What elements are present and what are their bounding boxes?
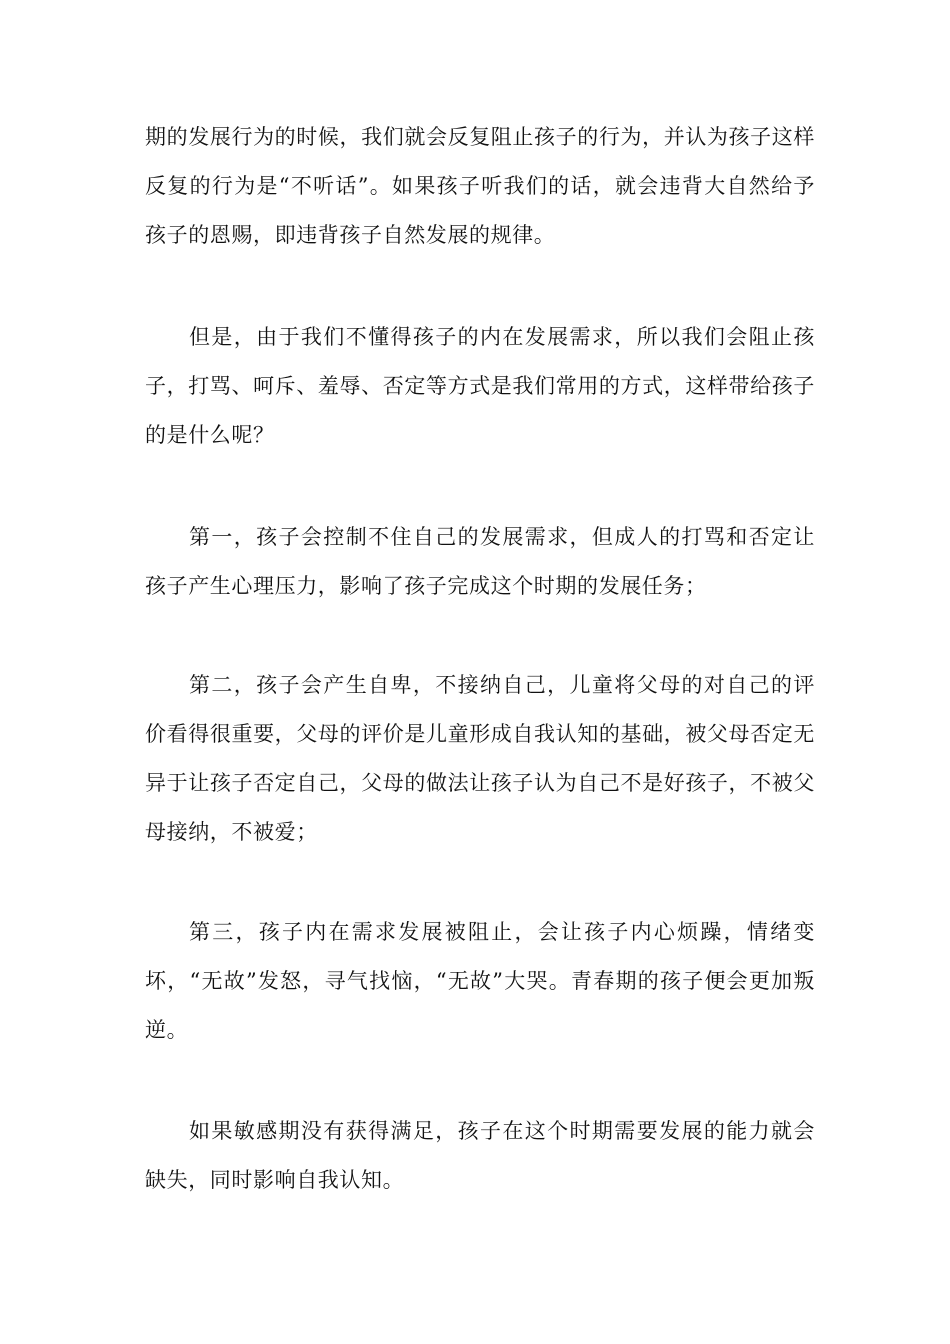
paragraph-point-one: 第一，孩子会控制不住自己的发展需求，但成人的打骂和否定让孩子产生心理压力，影响了孩子完成这个时期的发展任务； xyxy=(145,525,815,598)
paragraph-point-two: 第二，孩子会产生自卑，不接纳自己，儿童将父母的对自己的评价看得很重要，父母的评价是儿童形成自我认知的基础，被父母否定无异于让孩子否定自己，父母的做法让孩子认为自己不是好孩子，不被父母接纳，不被爱； xyxy=(145,673,815,844)
paragraph-question: 但是，由于我们不懂得孩子的内在发展需求，所以我们会阻止孩子，打骂、呵斥、羞辱、否定等方式是我们常用的方式，这样带给孩子的是什么呢？ xyxy=(145,325,815,447)
paragraph-point-three: 第三，孩子内在需求发展被阻止，会让孩子内心烦躁，情绪变坏，“无故”发怒，寻气找恼，“无故”大哭。青春期的孩子便会更加叛逆。 xyxy=(145,920,815,1042)
paragraph-conclusion: 如果敏感期没有获得满足，孩子在这个时期需要发展的能力就会缺失，同时影响自我认知。 xyxy=(145,1119,815,1192)
paragraph-continuation: 期的发展行为的时候，我们就会反复阻止孩子的行为，并认为孩子这样反复的行为是“不听话”。如果孩子听我们的话，就会违背大自然给予孩子的恩赐，即违背孩子自然发展的规律。 xyxy=(145,125,815,247)
